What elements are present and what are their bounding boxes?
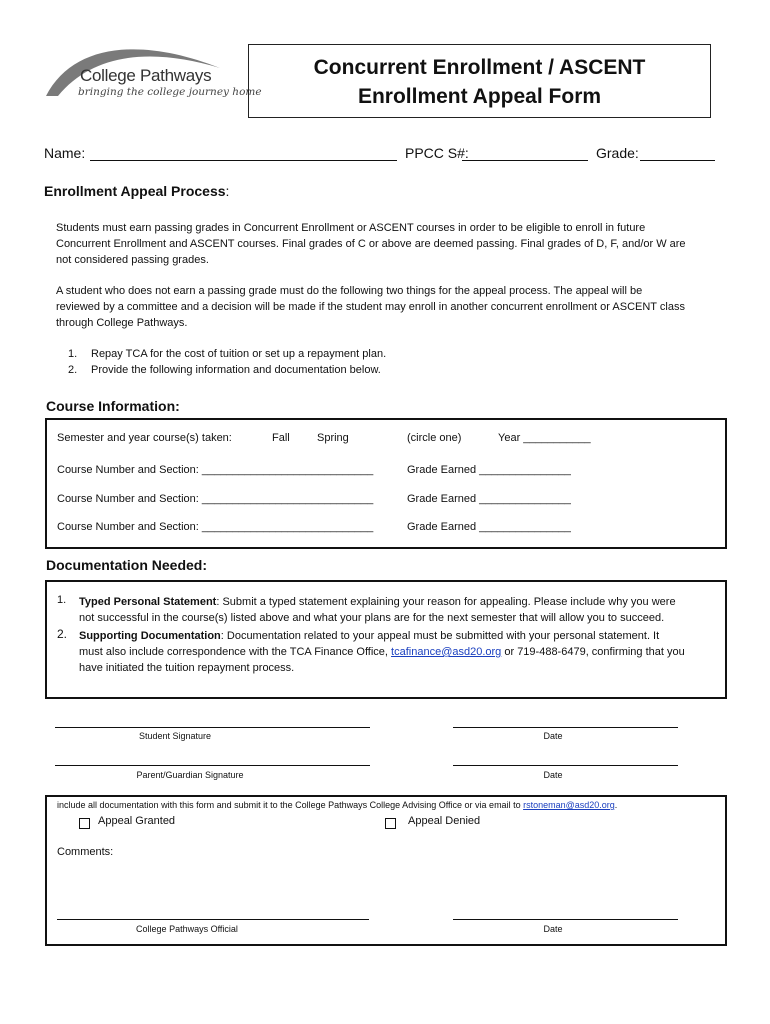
paragraph-line: through College Pathways. [56, 317, 188, 329]
doc-item-2-title: Supporting Documentation [79, 630, 221, 642]
name-label: Name: [44, 145, 86, 161]
doc-item-1-text: : Submit a typed statement explaining your reason for appealing. Please include why you were [216, 596, 676, 608]
ppcc-label: PPCC S#: [405, 145, 469, 161]
doc-item-1-title: Typed Personal Statement [79, 596, 217, 608]
form-title-line2: Enrollment Appeal Form [357, 85, 602, 108]
ppcc-field[interactable] [462, 160, 588, 161]
doc-item-2-text-2a: must also include correspondence with the TCA Finance Office, [79, 646, 392, 658]
appeal-denied-label: Appeal Denied [408, 815, 481, 827]
official-date-label: Date [543, 924, 563, 934]
logo-tagline: bringing the college journey home [78, 86, 262, 98]
official-signature-line[interactable] [57, 919, 369, 920]
grade-earned-field[interactable]: Grade Earned _______________ [407, 464, 571, 476]
tca-finance-email-link[interactable]: tcafinance@asd20.org [391, 646, 502, 658]
documentation-heading: Documentation Needed: [46, 557, 208, 573]
year-field[interactable]: Year ___________ [498, 432, 591, 444]
step-text: Repay TCA for the cost of tuition or set up a repayment plan. [91, 348, 387, 360]
list-item [68, 346, 386, 362]
appeal-denied-checkbox[interactable] [385, 818, 396, 829]
submit-instructions [57, 800, 617, 810]
doc-item-2 [79, 628, 719, 676]
official-date-line[interactable] [453, 919, 678, 920]
doc-item-1-number: 1. [57, 594, 67, 606]
doc-item-2-text: : Documentation related to your appeal must be submitted with your personal statement. It [220, 630, 660, 642]
course-heading: Course Information: [46, 398, 180, 414]
paragraph-line: A student who does not earn a passing grade must do the following two things for the appeal process. The appeal will be [56, 285, 643, 297]
grade-earned-field[interactable]: Grade Earned _______________ [407, 521, 571, 533]
step-number: 1. [68, 348, 78, 360]
doc-item-2-number: 2. [57, 627, 68, 641]
submit-instructions-end: . [614, 800, 618, 810]
rstoneman-email-link[interactable]: rstoneman@asd20.org [523, 800, 615, 810]
paragraph-line: Students must earn passing grades in Concurrent Enrollment or ASCENT courses in order to be eligible to enroll in future [56, 222, 646, 234]
official-signature-label: College Pathways Official [136, 924, 238, 934]
parent-signature-label: Parent/Guardian Signature [136, 770, 244, 780]
process-heading-colon: : [225, 183, 230, 199]
doc-item-2-text-3: have initiated the tuition repayment process. [79, 662, 295, 674]
student-signature-label: Student Signature [138, 731, 212, 741]
student-signature-line[interactable] [55, 727, 370, 728]
doc-item-1 [79, 594, 719, 626]
step-text: Provide the following information and documentation below. [91, 364, 381, 376]
grade-label: Grade: [596, 145, 639, 161]
course-number-field[interactable]: Course Number and Section: ____________________________ [57, 521, 374, 533]
process-heading-wrap [44, 183, 229, 199]
process-paragraph-1 [56, 220, 716, 268]
process-paragraph-2 [56, 283, 716, 331]
submit-instructions-text: include all documentation with this form and submit it to the College Pathways College Advising Office or via email to [57, 800, 524, 810]
process-heading: Enrollment Appeal Process [44, 183, 226, 199]
course-number-field[interactable]: Course Number and Section: ____________________________ [57, 464, 374, 476]
paragraph-line: not considered passing grades. [56, 254, 209, 266]
student-date-line[interactable] [453, 727, 678, 728]
doc-item-1-text-2: not successful in the course(s) listed above and what your plans are for the next semester that will allow you to succeed. [79, 612, 665, 624]
parent-date-line[interactable] [453, 765, 678, 766]
comments-label: Comments: [57, 846, 114, 858]
semester-label: Semester and year course(s) taken: [57, 432, 232, 444]
form-title-box [248, 44, 711, 118]
spring-option[interactable]: Spring [317, 432, 349, 444]
appeal-granted-label: Appeal Granted [98, 815, 176, 827]
form-title-line1: Concurrent Enrollment / ASCENT [313, 56, 646, 79]
grade-earned-field[interactable]: Grade Earned _______________ [407, 493, 571, 505]
name-field[interactable] [90, 160, 397, 161]
fall-option[interactable]: Fall [272, 432, 290, 444]
parent-signature-line[interactable] [55, 765, 370, 766]
logo-name: College Pathways [80, 66, 212, 85]
circle-one-note: (circle one) [407, 432, 462, 444]
course-number-field[interactable]: Course Number and Section: ____________________________ [57, 493, 374, 505]
list-item [68, 362, 386, 378]
process-steps [68, 346, 386, 378]
paragraph-line: reviewed by a committee and a decision will be made if the student may enroll in another concurrent enrollment or ASCENT class [56, 301, 685, 313]
student-date-label: Date [543, 731, 563, 741]
grade-field[interactable] [640, 160, 715, 161]
doc-item-2-text-2b: or 719-488-6479, confirming that you [501, 646, 685, 658]
step-number: 2. [68, 364, 78, 376]
paragraph-line: Concurrent Enrollment and ASCENT courses. Final grades of C or above are deemed passing. Final grades of D, F, and/or W are [56, 238, 686, 250]
parent-date-label: Date [543, 770, 563, 780]
appeal-granted-checkbox[interactable] [79, 818, 90, 829]
